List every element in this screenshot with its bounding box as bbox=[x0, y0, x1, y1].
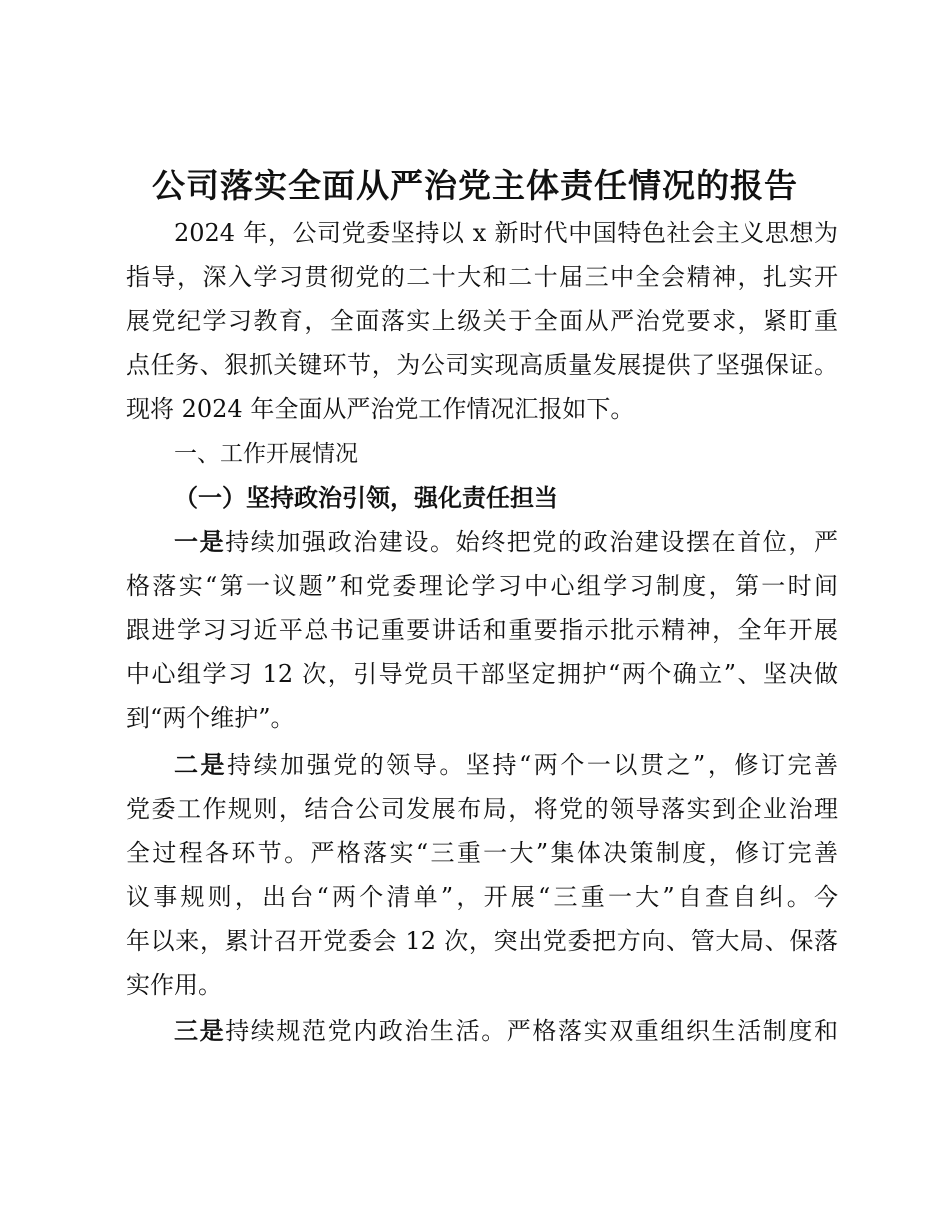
section-heading: 一、工作开展情况 bbox=[174, 441, 358, 467]
paragraph-text: 持续加强党的领导。坚持“两个一以贯之”，修订完善 bbox=[227, 751, 838, 779]
paragraph-text: 持续加强政治建设。始终把党的政治建设摆在首位，严 bbox=[225, 528, 839, 556]
paragraph-first-line bbox=[174, 525, 838, 559]
paragraph-line: 格落实“第一议题”和党委理论学习中心组学习制度，第一时间 bbox=[126, 572, 838, 600]
paragraph-lead: 三是 bbox=[174, 1017, 226, 1045]
paragraph-text: 持续规范党内政治生活。严格落实双重组织生活制度和 bbox=[225, 1017, 839, 1045]
paragraph-line: 党委工作规则，结合公司发展布局，将党的领导落实到企业治理 bbox=[126, 795, 838, 823]
paragraph-line: 中心组学习 12 次，引导党员干部坚定拥护“两个确立”、坚决做 bbox=[126, 660, 838, 688]
paragraph-lead: 一是 bbox=[174, 528, 226, 556]
intro-line: 展党纪学习教育，全面落实上级关于全面从严治党要求，紧盯重 bbox=[126, 307, 838, 335]
paragraph-line: 到“两个维护”。 bbox=[126, 704, 295, 732]
paragraph-line: 实作用。 bbox=[126, 971, 222, 999]
paragraph-lead: 二是 bbox=[174, 751, 228, 779]
intro-line: 现将 2024 年全面从严治党工作情况汇报如下。 bbox=[126, 395, 635, 423]
paragraph-first-line bbox=[174, 748, 838, 782]
intro-line: 点任务、狠抓关键环节，为公司实现高质量发展提供了坚强保证。 bbox=[126, 351, 838, 379]
paragraph-line: 年以来，累计召开党委会 12 次，突出党委把方向、管大局、保落 bbox=[126, 927, 838, 955]
paragraph-line: 全过程各环节。严格落实“三重一大”集体决策制度，修订完善 bbox=[126, 839, 838, 867]
intro-line: 指导，深入学习贯彻党的二十大和二十届三中全会精神，扎实开 bbox=[126, 263, 838, 291]
paragraph-line: 跟进学习习近平总书记重要讲话和重要指示批示精神，全年开展 bbox=[126, 616, 838, 644]
paragraph-first-line bbox=[174, 1014, 838, 1048]
paragraph-line: 议事规则，出台“两个清单”，开展“三重一大”自查自纠。今 bbox=[126, 883, 838, 911]
document-title: 公司落实全面从严治党主体责任情况的报告 bbox=[152, 166, 798, 205]
intro-line: 2024 年，公司党委坚持以 x 新时代中国特色社会主义思想为 bbox=[174, 219, 838, 247]
subsection-heading: （一）坚持政治引领，强化责任担当 bbox=[174, 483, 558, 512]
